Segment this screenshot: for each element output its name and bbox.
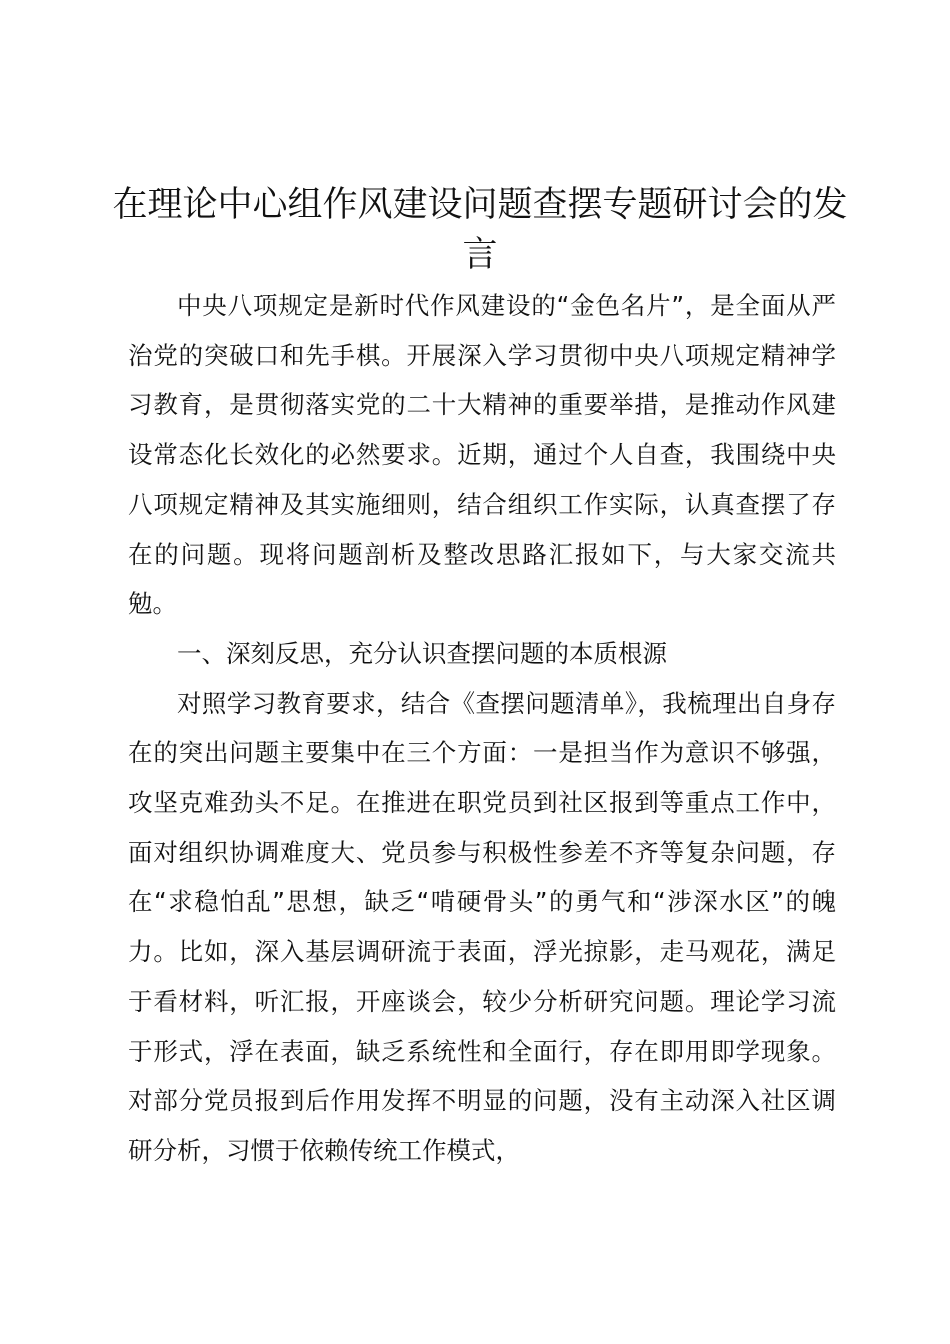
document-title: 在理论中心组作风建设问题查摆专题研讨会的发言 bbox=[112, 185, 848, 275]
section-1-paragraph: 对照学习教育要求，结合《查摆问题清单》，我梳理出自身存在的突出问题主要集中在三个方面：一是担当作为意识不够强，攻坚克难劲头不足。在推进在职党员到社区报到等重点工作中，面对组织协调难度大、党员参与积极性参差不齐等复杂问题，存在“求稳怕乱”思想，缺乏“啃硬骨头”的勇气和“涉深水区”的魄力。比如，深入基层调研流于表面，浮光掠影，走马观花，满足于看材料，听汇报，开座谈会，较少分析研究问题。理论学习流于形式，浮在表面，缺乏系统性和全面行，存在即用即学现象。对部分党员报到后作用发挥不明显的问题，没有主动深入社区调研分析，习惯于依赖传统工作模式， bbox=[128, 688, 836, 1165]
intro-paragraph: 中央八项规定是新时代作风建设的“金色名片”，是全面从严治党的突破口和先手棋。开展深入学习贯彻中央八项规定精神学习教育，是贯彻落实党的二十大精神的重要举措，是推动作风建设常态化长效化的必然要求。近期，通过个人自查，我围绕中央八项规定精神及其实施细则，结合组织工作实际，认真查摆了存在的问题。现将问题剖析及整改思路汇报如下，与大家交流共勉。 bbox=[128, 291, 836, 619]
document-body bbox=[128, 281, 836, 1176]
section-heading-1: 一、深刻反思，充分认识查摆问题的本质根源 bbox=[177, 638, 667, 668]
